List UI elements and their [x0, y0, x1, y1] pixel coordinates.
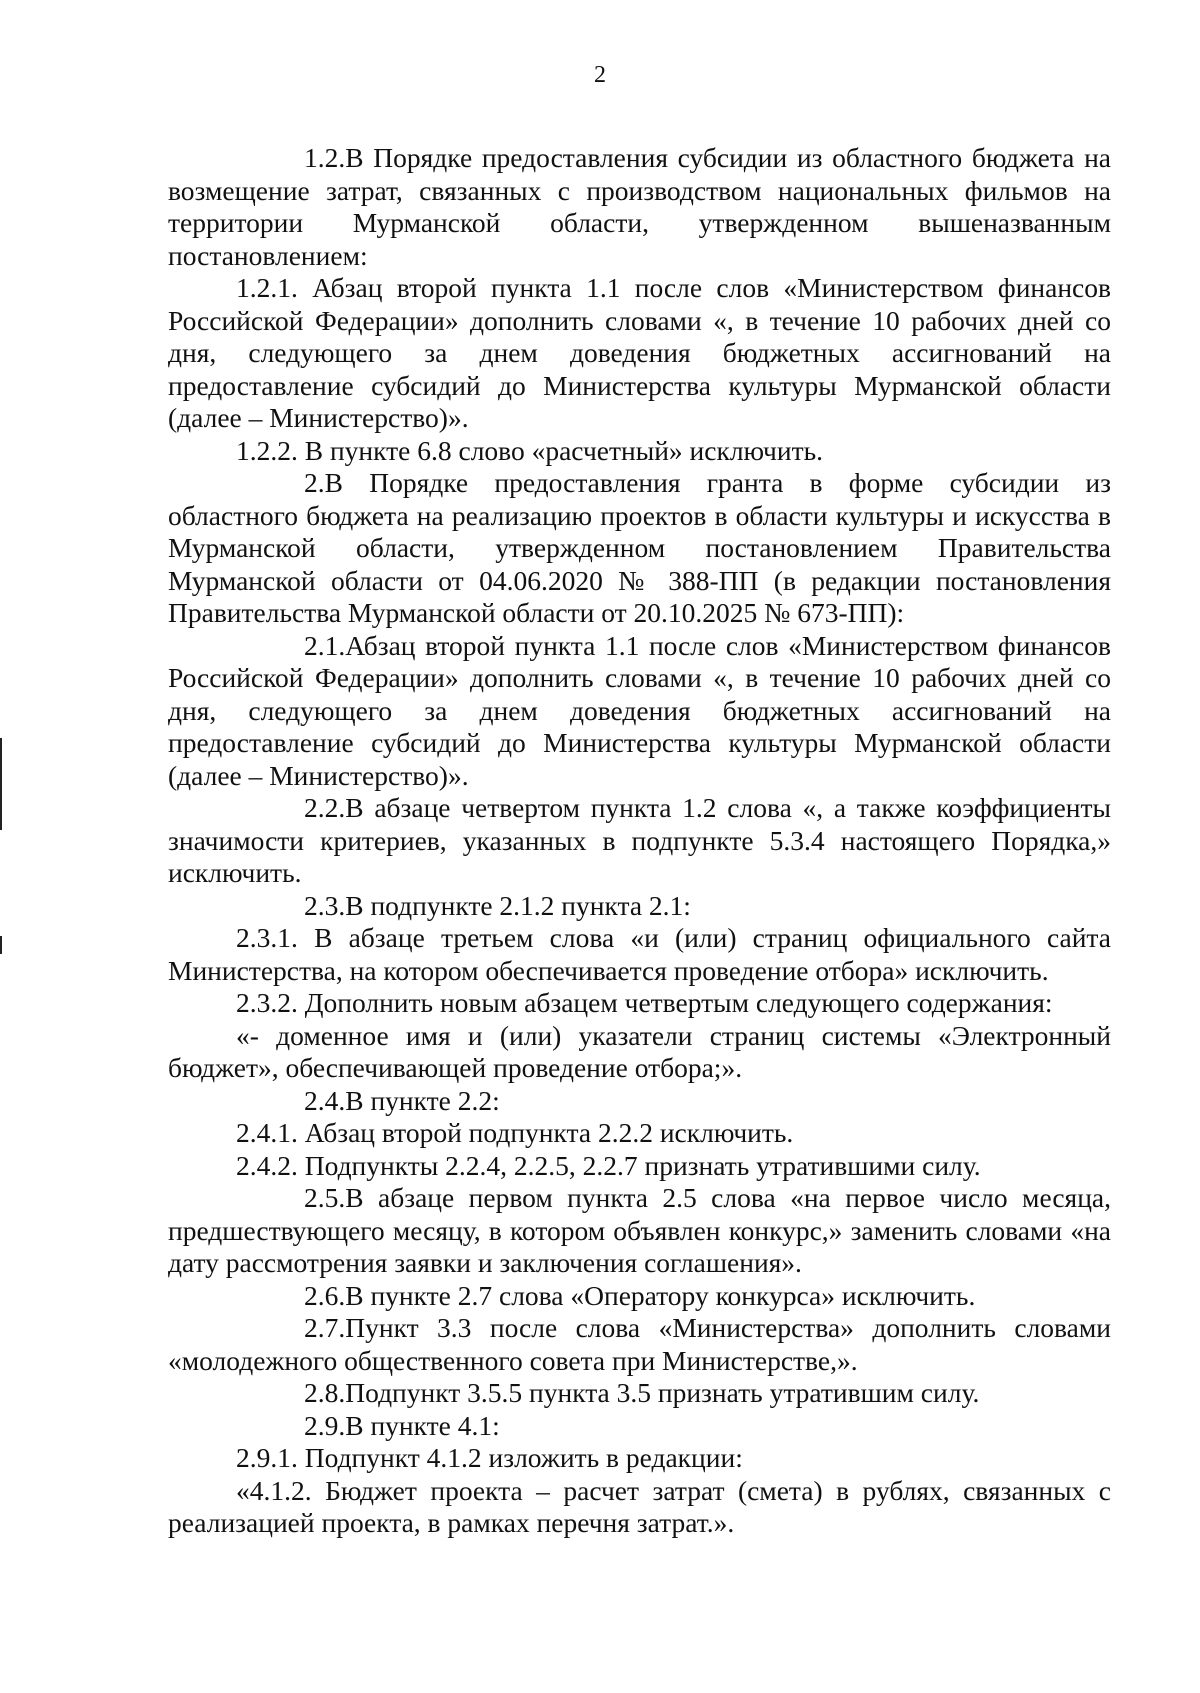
paragraph-number: 1.2.: [304, 142, 346, 173]
paragraph-text: 1.2.1. Абзац второй пункта 1.1 после слов «Министерством финансов Российской Федерации» дополнить словами «, в течение 10 рабочих дней со дня, следующего за днем доведения бюджетных ассигнований на предоставление субсидий до Министерства культуры Мурманской области (далее – Министерство)».: [168, 272, 1111, 433]
paragraph-text: В абзаце первом пункта 2.5 слова «на первое число месяца, предшествующего месяцу, в котором объявлен конкурс,» заменить словами «на дату рассмотрения заявки и заключения соглашения».: [168, 1182, 1111, 1278]
paragraph-2-2: [168, 792, 1111, 890]
paragraph-2-3-1: [168, 922, 1111, 987]
paragraph-text: Подпункт 3.5.5 пункта 3.5 признать утратившим силу.: [345, 1377, 980, 1408]
paragraph-number: 2.1.: [304, 629, 346, 661]
paragraph-2-3-2: [168, 987, 1111, 1020]
paragraph-2-7: [168, 1312, 1111, 1377]
paragraph-number: 2.5.: [304, 1182, 346, 1213]
paragraph-text: В Порядке предоставления субсидии из областного бюджета на возмещение затрат, связанных с производством национальных фильмов на территории Мурманской области, утвержденном вышеназванным постановлением:: [168, 142, 1111, 271]
paragraph-text: В подпункте 2.1.2 пункта 2.1:: [345, 889, 691, 921]
paragraph-number: 2.3.: [304, 889, 346, 921]
paragraph-number: 2.4.: [304, 1084, 346, 1116]
paragraph-number: 2.: [304, 467, 325, 498]
page-number: 2: [594, 62, 606, 88]
paragraph-text: Абзац второй пункта 1.1 после слов «Министерством финансов Российской Федерации» дополнить словами «, в течение 10 рабочих дней со дня, следующего за днем доведения бюджетных ассигнований на предоставление субсидий до Министерства культуры Мурманской области (далее – Министерство)».: [168, 629, 1111, 791]
paragraph-number: 2.9.: [304, 1409, 346, 1441]
paragraph-2-6: [168, 1280, 1111, 1313]
paragraph-text: «4.1.2. Бюджет проекта – расчет затрат (смета) в рублях, связанных с реализацией проекта, в рамках перечня затрат.».: [168, 1474, 1111, 1538]
paragraph-number: 2.6.: [304, 1279, 346, 1311]
paragraph-text: В пункте 2.2:: [345, 1084, 500, 1116]
document-body: [168, 142, 1111, 1540]
paragraph-text: 2.3.2. Дополнить новым абзацем четвертым следующего содержания:: [236, 987, 1053, 1018]
paragraph-text: 2.9.1. Подпункт 4.1.2 изложить в редакции:: [236, 1442, 743, 1473]
paragraph-quote-domain: [168, 1020, 1111, 1085]
paragraph-number: 2.7.: [304, 1312, 346, 1343]
paragraph-2-4: [168, 1085, 1111, 1118]
paragraph-2-9: [168, 1410, 1111, 1443]
paragraph-1-2: [168, 142, 1111, 272]
paragraph-quote-4-1-2: [168, 1475, 1111, 1540]
paragraph-text: 2.3.1. В абзаце третьем слова «и (или) страниц официального сайта Министерства, на котором обеспечивается проведение отбора» исключить.: [168, 922, 1111, 986]
paragraph-text: В пункте 2.7 слова «Оператору конкурса» исключить.: [345, 1279, 976, 1311]
paragraph-2-1: [168, 630, 1111, 793]
scan-margin-mark: [0, 738, 2, 830]
paragraph-text: 1.2.2. В пункте 6.8 слово «расчетный» исключить.: [236, 434, 824, 466]
paragraph-text: В абзаце четвертом пункта 1.2 слова «, а также коэффициенты значимости критериев, указанных в подпункте 5.3.4 настоящего Порядка,» исключить.: [168, 792, 1111, 888]
paragraph-2-5: [168, 1182, 1111, 1280]
paragraph-1-2-1: [168, 272, 1111, 435]
paragraph-2-9-1: [168, 1442, 1111, 1475]
paragraph-2-4-1: [168, 1117, 1111, 1150]
paragraph-text: В Порядке предоставления гранта в форме субсидии из областного бюджета на реализацию проектов в области культуры и искусства в Мурманской области, утвержденном постановлением Правительства Мурманской области от 04.06.2020 № 388-ПП (в редакции постановления Правительства Мурманской области от 20.10.2025 № 673-ПП):: [168, 467, 1111, 628]
paragraph-text: Пункт 3.3 после слова «Министерства» дополнить словами «молодежного общественного совета при Министерстве,».: [168, 1312, 1111, 1376]
paragraph-1-2-2: [168, 435, 1111, 468]
paragraph-text: В пункте 4.1:: [345, 1409, 500, 1441]
paragraph-text: «- доменное имя и (или) указатели страниц системы «Электронный бюджет», обеспечивающей проведение отбора;».: [168, 1019, 1111, 1083]
paragraph-2: [168, 467, 1111, 630]
paragraph-text: 2.4.2. Подпункты 2.2.4, 2.2.5, 2.2.7 признать утратившими силу.: [236, 1149, 981, 1181]
paragraph-2-4-2: [168, 1150, 1111, 1183]
paragraph-number: 2.8.: [304, 1377, 346, 1408]
paragraph-number: 2.2.: [304, 792, 346, 823]
paragraph-text: 2.4.1. Абзац второй подпункта 2.2.2 исключить.: [236, 1117, 794, 1148]
scan-margin-mark: [0, 936, 2, 954]
paragraph-2-8: [168, 1377, 1111, 1410]
paragraph-2-3: [168, 890, 1111, 923]
